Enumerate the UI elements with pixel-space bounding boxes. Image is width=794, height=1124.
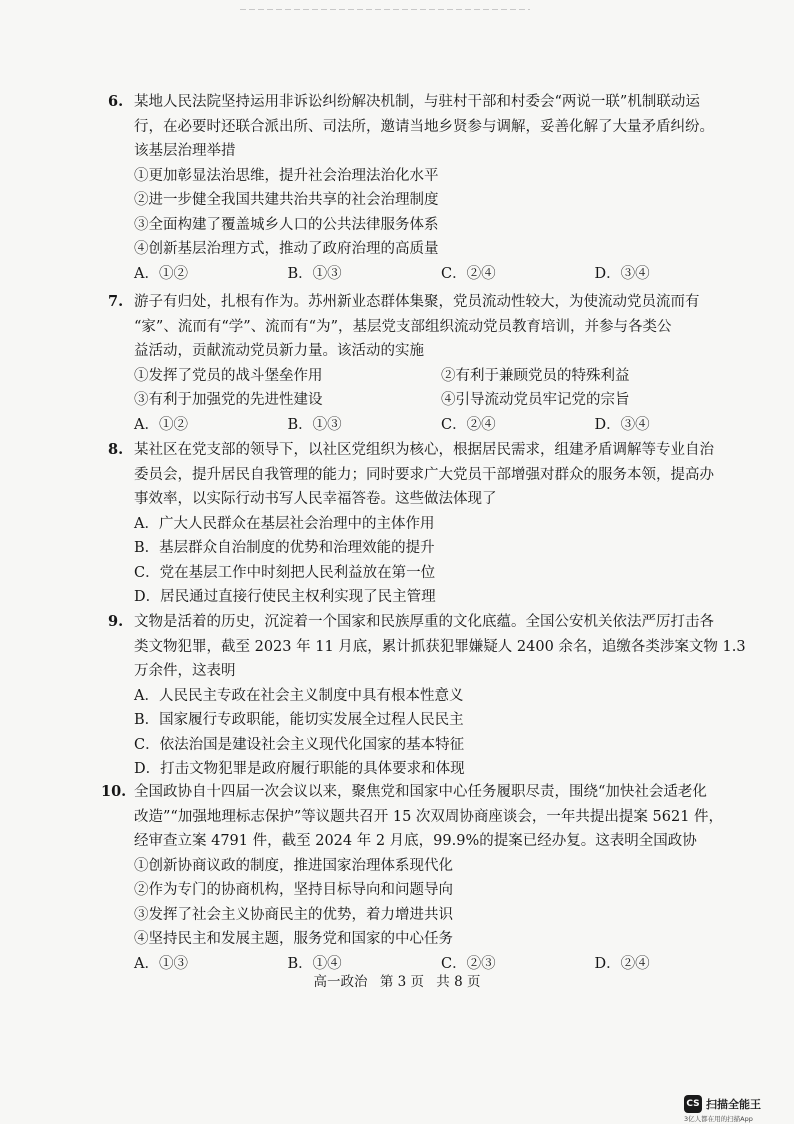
option-c: C．②④ bbox=[441, 416, 496, 433]
option-row bbox=[108, 262, 748, 287]
statement-3: ③有利于加强党的先进性建设 bbox=[134, 392, 323, 408]
statement-2: ②有利于兼顾党员的特殊利益 bbox=[441, 367, 630, 384]
stem-line: 行，在必要时还联合派出所、司法所，邀请当地乡贤参与调解，妥善化解了大量矛盾纠纷。 bbox=[134, 118, 714, 135]
option-d: D．打击文物犯罪是政府履行职能的具体要求和体现 bbox=[134, 761, 465, 777]
camscanner-logo-icon: CS bbox=[684, 1095, 702, 1113]
footer-subject: 高一政治 bbox=[313, 974, 368, 990]
stem-line: 某地人民法院坚持运用非诉讼纠纷解决机制，与驻村干部和村委会“两说一联”机制联动运 bbox=[134, 94, 700, 110]
option-b: B．国家履行专政职能，能切实发展全过程人民民主 bbox=[134, 712, 464, 728]
statement-1: ①发挥了党员的战斗堡垒作用 bbox=[134, 367, 323, 384]
option-b: B．基层群众自治制度的优势和治理效能的提升 bbox=[134, 540, 435, 556]
statement-row bbox=[108, 364, 748, 389]
statement-3: ③全面构建了覆盖城乡人口的公共法律服务体系 bbox=[134, 216, 439, 233]
option-a: A．①② bbox=[134, 265, 188, 282]
stem-line: 全国政协自十四届一次会议以来，聚焦党和国家中心任务履职尽责，围绕“加快社会适老化 bbox=[134, 784, 707, 800]
statement-row bbox=[108, 388, 748, 413]
option-d: D．③④ bbox=[594, 265, 650, 282]
statement-3: ③发挥了社会主义协商民主的优势，着力增进共识 bbox=[134, 906, 453, 923]
stem-line: 该基层治理举措 bbox=[134, 143, 236, 159]
stem-line: 类文物犯罪，截至 2023 年 11 月底，累计抓获犯罪嫌疑人 2400 余名，追缴各类涉案文物 1.3 bbox=[134, 638, 746, 655]
stem-line: 万余件，这表明 bbox=[134, 663, 236, 679]
scanner-watermark bbox=[684, 1095, 761, 1113]
question-number: 8. bbox=[108, 441, 124, 458]
stem-line: 益活动，贡献流动党员新力量。该活动的实施 bbox=[134, 343, 424, 359]
option-a: A．人民民主专政在社会主义制度中具有根本性意义 bbox=[134, 687, 464, 704]
option-d: D．③④ bbox=[594, 416, 650, 433]
option-a: A．①③ bbox=[134, 955, 188, 972]
option-b: B．①③ bbox=[287, 416, 342, 433]
option-b: B．①④ bbox=[287, 955, 342, 972]
statement-1: ①创新协商议政的制度，推进国家治理体系现代化 bbox=[134, 857, 453, 874]
stem-line: 委员会，提升居民自我管理的能力；同时要求广大党员干部增强对群众的服务本领，提高办 bbox=[134, 466, 714, 483]
stem-line: “家”、流而有“学”、流而有“为”，基层党支部组织流动党员教育培训，并参与各类公 bbox=[134, 318, 672, 335]
stem-line: 文物是活着的历史，沉淀着一个国家和民族厚重的文化底蕴。全国公安机关依法严厉打击各 bbox=[134, 614, 714, 630]
question-number: 10. bbox=[101, 783, 127, 800]
option-d: D．②④ bbox=[594, 955, 650, 972]
watermark-name: 扫描全能王 bbox=[706, 1098, 761, 1111]
option-d: D．居民通过直接行使民主权利实现了民主管理 bbox=[134, 589, 436, 605]
stem-line: 经审查立案 4791 件，截至 2024 年 2 月底，99.9%的提案已经办复。这表明全国政协 bbox=[134, 833, 697, 849]
footer-total: 共 8 页 bbox=[436, 974, 481, 990]
footer-page: 第 3 页 bbox=[379, 974, 424, 990]
statement-4: ④坚持民主和发展主题，服务党和国家的中心任务 bbox=[134, 931, 453, 947]
stem-line: 改造”“加强地理标志保护”等议题共召开 15 次双周协商座谈会，一年共提出提案 5621 件， bbox=[134, 808, 724, 825]
page-footer bbox=[0, 972, 794, 992]
question-number: 9. bbox=[108, 613, 124, 630]
stem-line: 事效率，以实际行动书写人民幸福答卷。这些做法体现了 bbox=[134, 491, 497, 507]
option-c: C．②③ bbox=[441, 955, 496, 972]
question-number: 6. bbox=[108, 93, 124, 110]
statement-4: ④创新基层治理方式，推动了政府治理的高质量 bbox=[134, 241, 439, 257]
option-row bbox=[108, 413, 748, 438]
option-a: A．广大人民群众在基层社会治理中的主体作用 bbox=[134, 515, 435, 532]
stem-line: 某社区在党支部的领导下，以社区党组织为核心，根据居民需求，组建矛盾调解等专业自治 bbox=[134, 442, 714, 458]
statement-2: ②作为专门的协商机构，坚持目标导向和问题导向 bbox=[134, 882, 453, 898]
question-6 bbox=[108, 90, 748, 286]
option-c: C．依法治国是建设社会主义现代化国家的基本特征 bbox=[134, 736, 465, 753]
stem-line: 游子有归处，扎根有作为。苏州新业态群体集聚，党员流动性较大，为使流动党员流而有 bbox=[134, 294, 700, 310]
option-c: C．党在基层工作中时刻把人民利益放在第一位 bbox=[134, 564, 436, 581]
statement-2: ②进一步健全我国共建共治共享的社会治理制度 bbox=[134, 192, 439, 208]
question-10 bbox=[101, 780, 748, 976]
question-9 bbox=[108, 610, 748, 782]
statement-1: ①更加彰显法治思维，提升社会治理法治化水平 bbox=[134, 167, 439, 184]
option-c: C．②④ bbox=[441, 265, 496, 282]
scan-edge-line bbox=[240, 9, 530, 10]
option-b: B．①③ bbox=[287, 265, 342, 282]
option-a: A．①② bbox=[134, 416, 188, 433]
question-7 bbox=[108, 290, 748, 437]
question-8 bbox=[108, 438, 748, 610]
statement-4: ④引导流动党员牢记党的宗旨 bbox=[441, 392, 630, 408]
question-number: 7. bbox=[108, 293, 124, 310]
watermark-tagline: 3亿人都在用的扫描App bbox=[684, 1115, 753, 1123]
